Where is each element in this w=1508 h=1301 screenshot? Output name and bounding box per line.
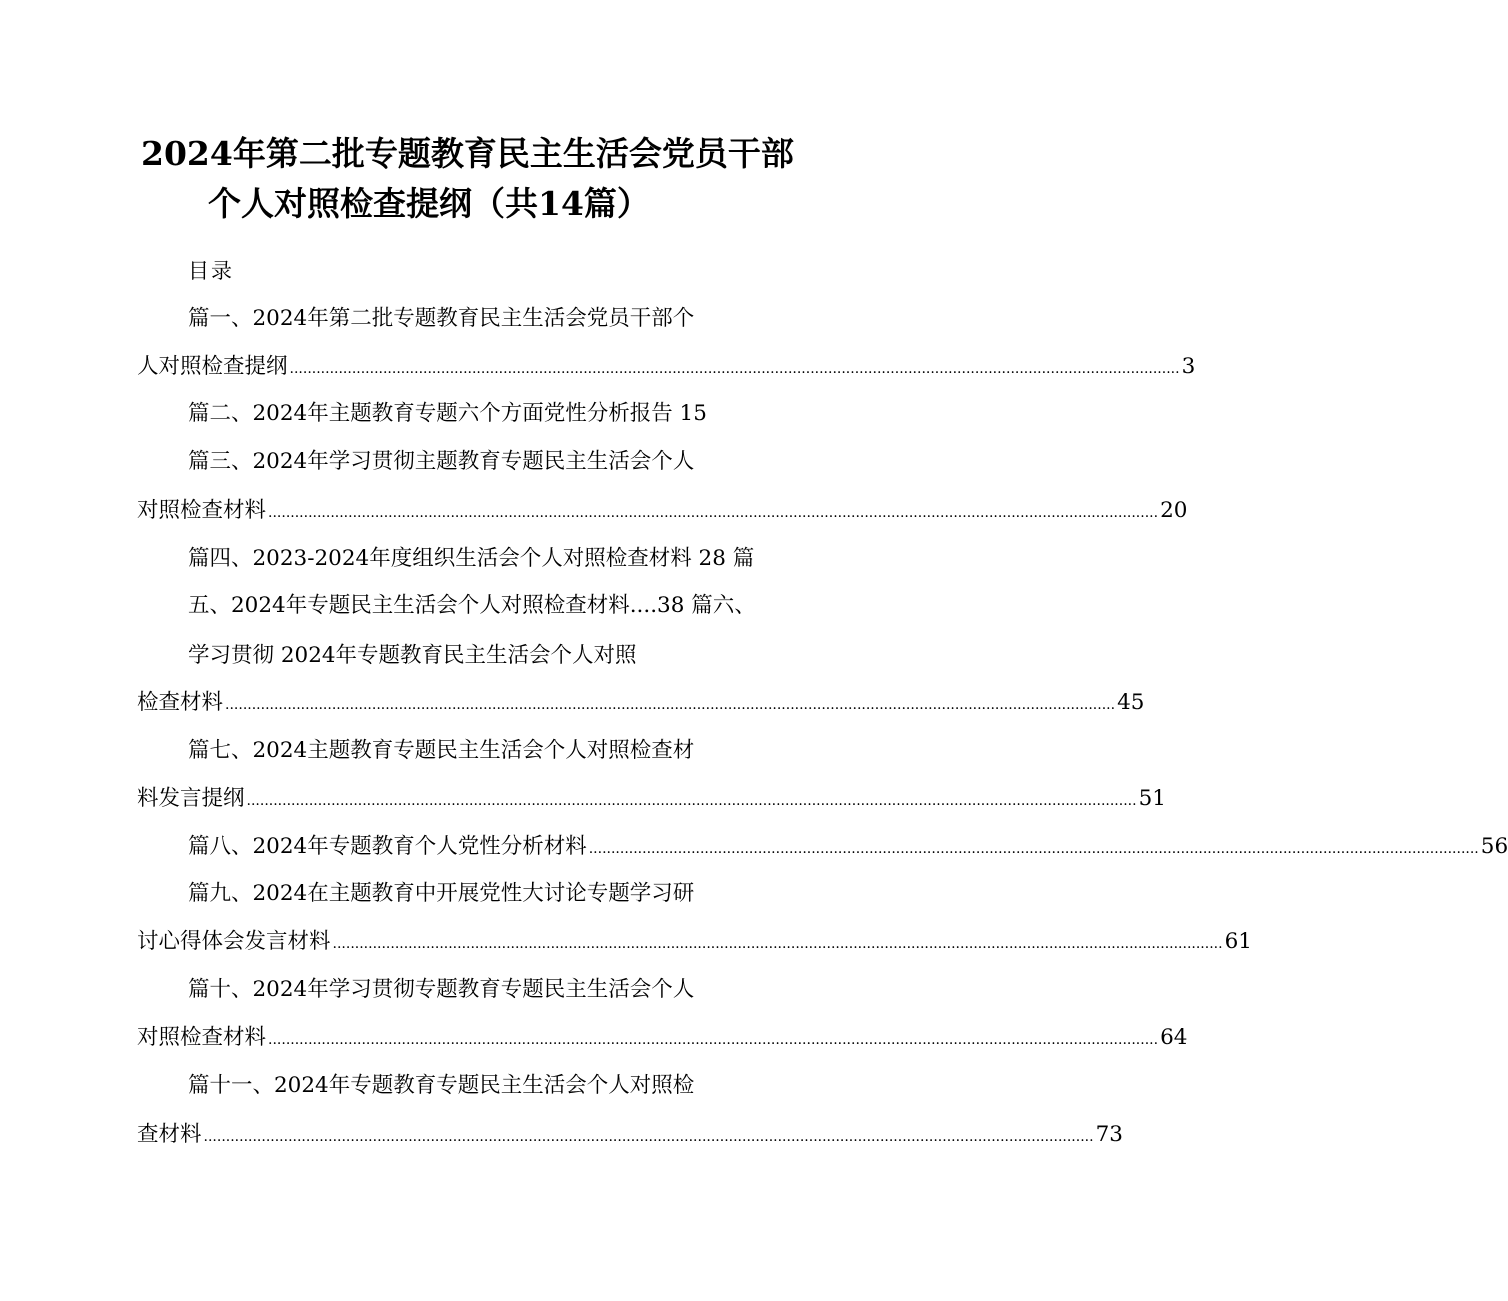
toc-entry-8 — [188, 832, 1508, 862]
toc-entry-10-line-2 — [137, 1023, 1188, 1053]
toc-page-number: 20 — [1160, 498, 1188, 523]
toc-entry-7-line-1: 篇七、2024主题教育专题民主生活会个人对照检查材 — [188, 738, 695, 763]
leader-dots: ........................................................................................................................................................................................................ — [225, 697, 1116, 713]
toc-entry-text: 对照检查材料 — [137, 1025, 267, 1050]
toc-entry-5: 五、2024年专题民主生活会个人对照检查材料....38 篇六、 — [188, 593, 756, 618]
toc-entry-text: 对照检查材料 — [137, 498, 267, 523]
toc-entry-4: 篇四、2023-2024年度组织生活会个人对照检查材料 28 篇 — [188, 546, 755, 571]
leader-dots: ........................................................................................................................................................................................................ — [332, 936, 1223, 952]
toc-entry-text: 篇八、2024年专题教育个人党性分析材料 — [188, 834, 587, 859]
toc-entry-text: 讨心得体会发言材料 — [137, 929, 331, 954]
toc-entry-7-line-2 — [137, 784, 1166, 814]
toc-entry-9-line-2 — [137, 927, 1252, 957]
toc-entry-10-line-1: 篇十、2024年学习贯彻专题教育专题民主生活会个人 — [188, 977, 695, 1002]
document-title-line-1: 2024年第二批专题教育民主生活会党员干部 — [141, 134, 794, 173]
toc-entry-11-line-1: 篇十一、2024年专题教育专题民主生活会个人对照检 — [188, 1073, 695, 1098]
toc-entry-text: 检查材料 — [137, 690, 224, 715]
toc-entry-11-line-2 — [137, 1120, 1123, 1150]
toc-entry-1-line-2 — [137, 352, 1196, 382]
toc-entry-3-line-2 — [137, 496, 1188, 526]
leader-dots: ........................................................................................................................................................................................................ — [588, 841, 1479, 857]
leader-dots: ........................................................................................................................................................................................................ — [289, 361, 1180, 377]
toc-entry-text: 查材料 — [137, 1122, 202, 1147]
toc-page-number: 56 — [1480, 834, 1508, 859]
toc-entry-1-line-1: 篇一、2024年第二批专题教育民主生活会党员干部个 — [188, 306, 695, 331]
leader-dots: ........................................................................................................................................................................................................ — [268, 505, 1159, 521]
toc-page-number: 73 — [1095, 1122, 1123, 1147]
toc-page-number: 61 — [1224, 929, 1252, 954]
leader-dots: ........................................................................................................................................................................................................ — [268, 1032, 1159, 1048]
toc-label: 目录 — [188, 259, 234, 283]
leader-dots: ........................................................................................................................................................................................................ — [246, 793, 1137, 809]
toc-entry-6-line-1: 学习贯彻 2024年专题教育民主生活会个人对照 — [188, 643, 637, 668]
toc-entry-3-line-1: 篇三、2024年学习贯彻主题教育专题民主生活会个人 — [188, 449, 695, 474]
toc-entry-text: 人对照检查提纲 — [137, 354, 288, 379]
toc-entry-6-line-2 — [137, 688, 1145, 718]
toc-page-number: 3 — [1181, 354, 1196, 379]
toc-page-number: 64 — [1160, 1025, 1188, 1050]
toc-entry-2: 篇二、2024年主题教育专题六个方面党性分析报告 15 — [188, 401, 707, 426]
leader-dots: ........................................................................................................................................................................................................ — [203, 1129, 1094, 1145]
toc-page-number: 45 — [1117, 690, 1145, 715]
toc-entry-text: 料发言提纲 — [137, 786, 245, 811]
toc-entry-9-line-1: 篇九、2024在主题教育中开展党性大讨论专题学习研 — [188, 881, 695, 906]
document-title-line-2: 个人对照检查提纲（共14篇） — [208, 184, 650, 223]
toc-page-number: 51 — [1138, 786, 1166, 811]
